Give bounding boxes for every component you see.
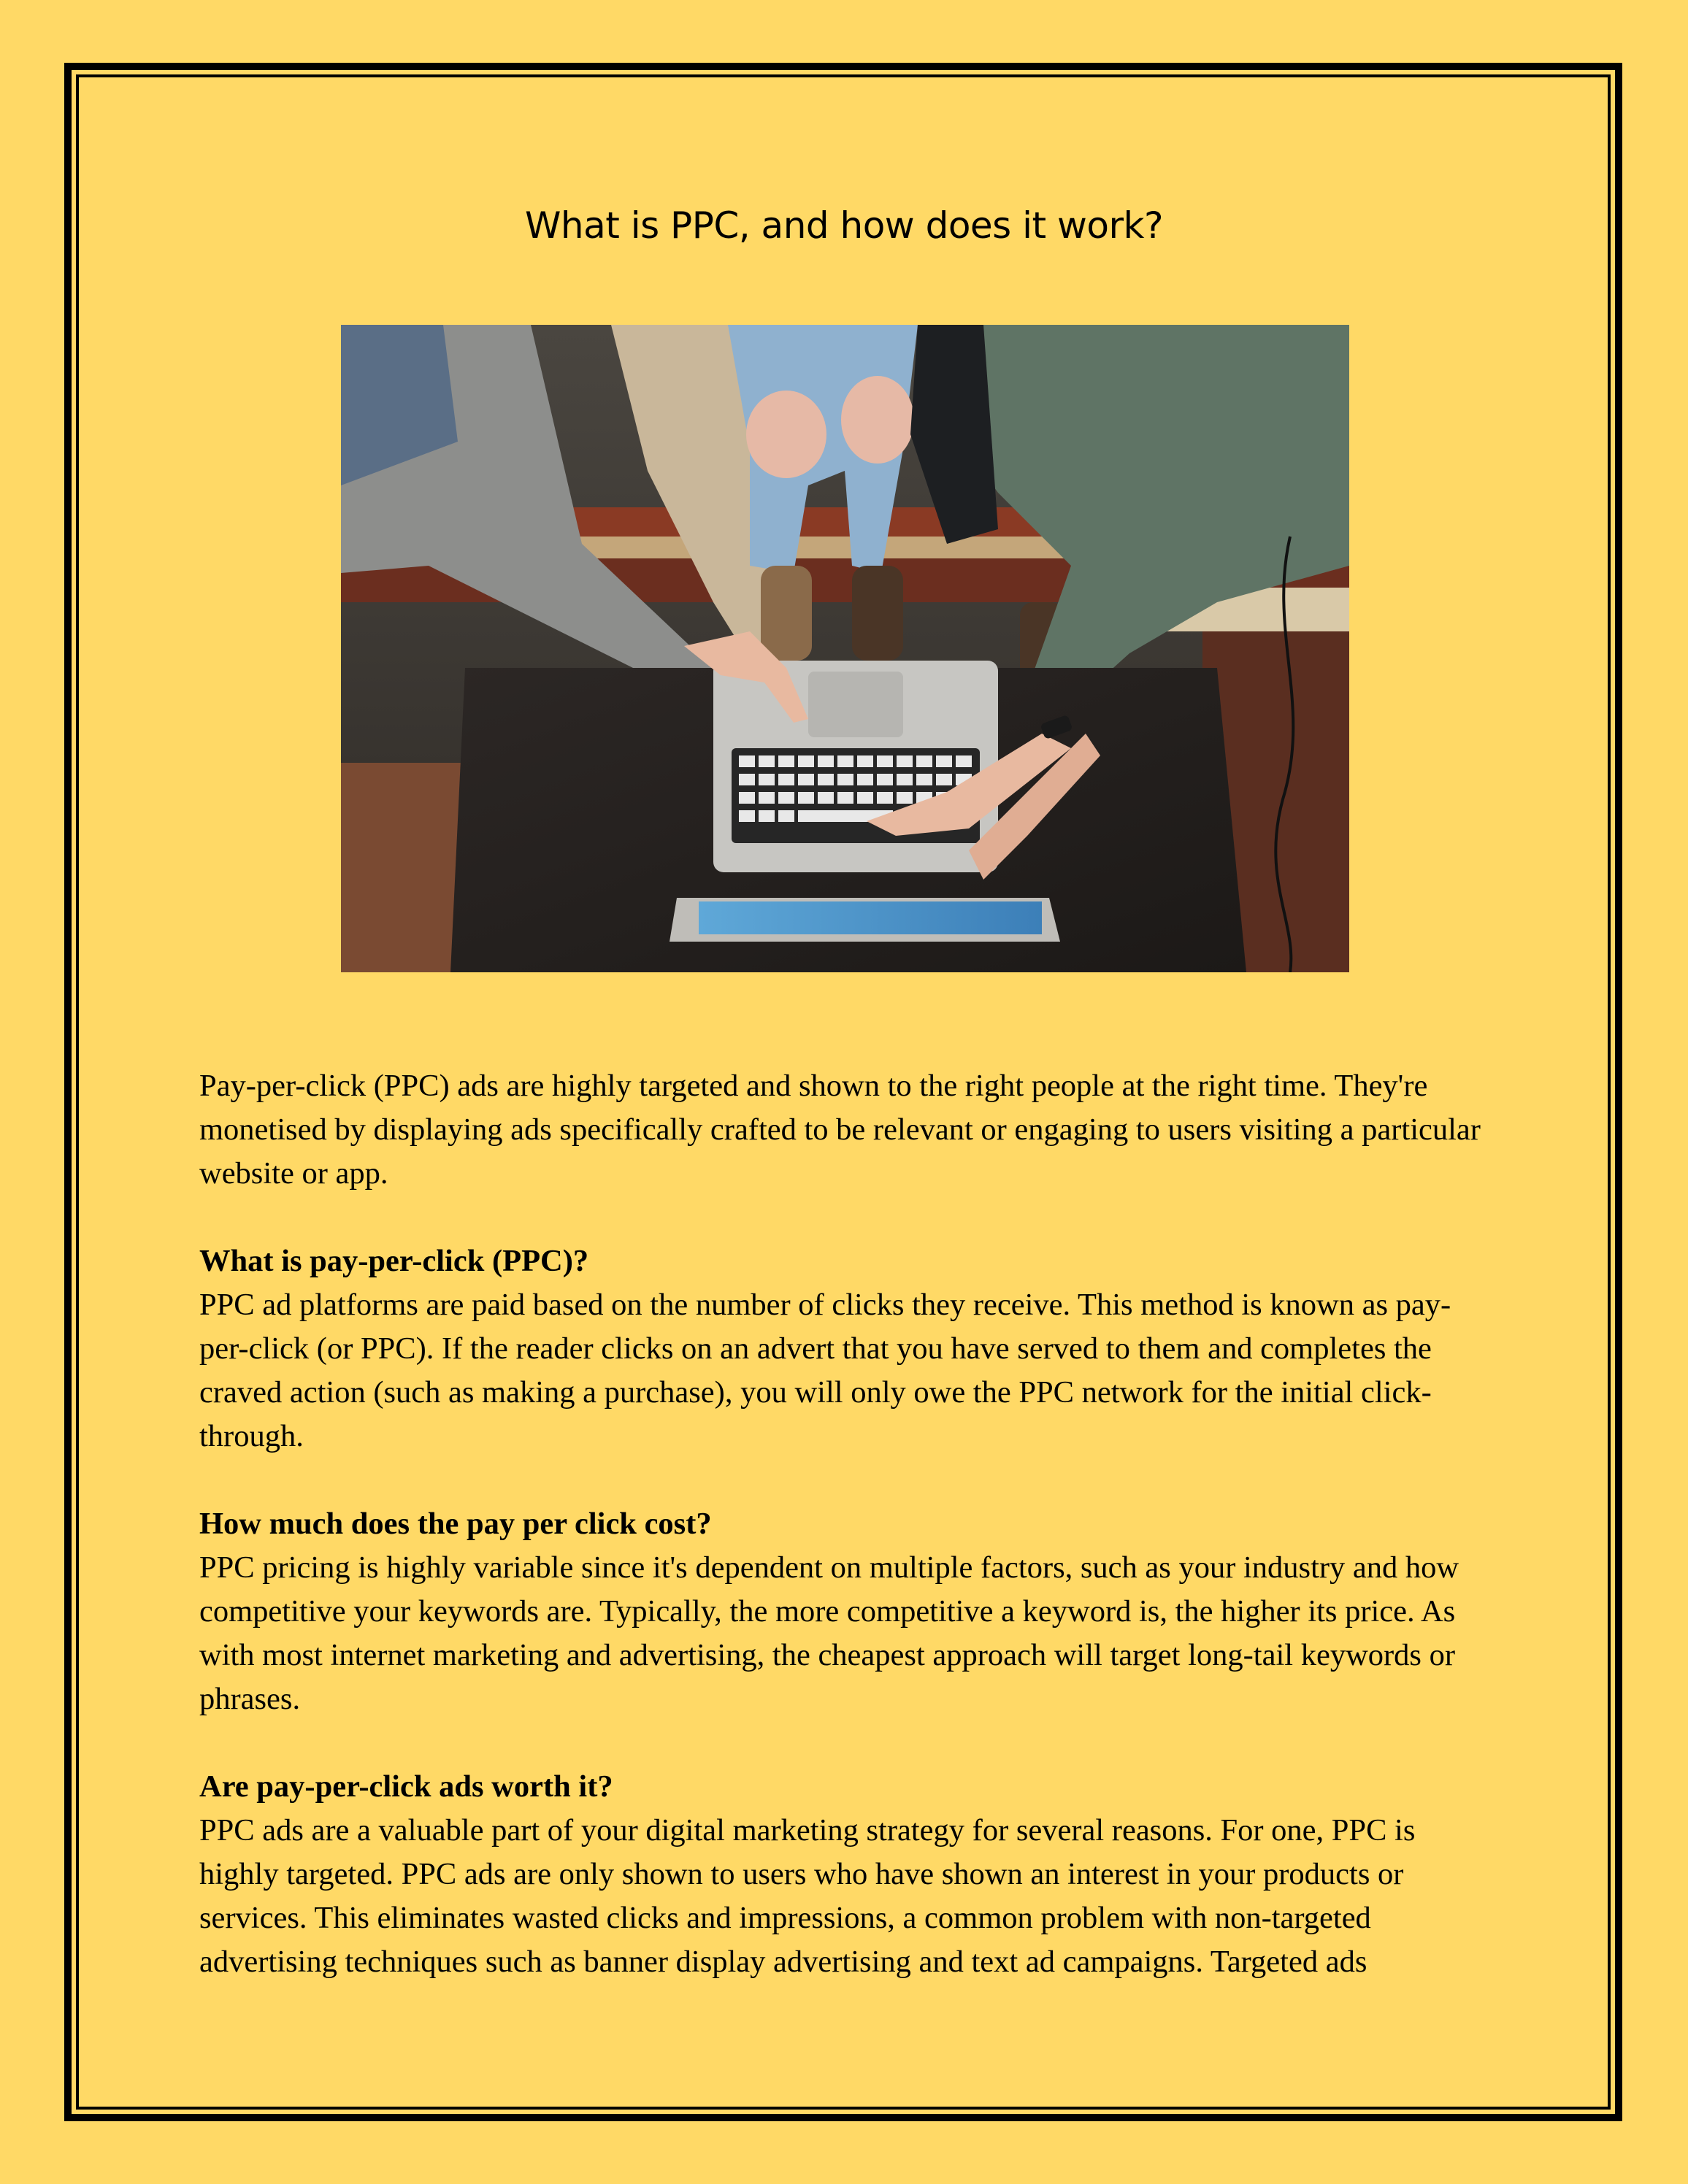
- section-ppc-cost: [199, 1502, 1499, 1721]
- intro-paragraph: Pay-per-click (PPC) ads are highly targeted and shown to the right people at the right time. They're monetised by displaying ads specifically crafted to be relevant or engaging to users visiting a particular website or app.: [199, 1069, 1481, 1191]
- page-title: What is PPC, and how does it work?: [524, 204, 1164, 247]
- hero-photo: [341, 325, 1349, 972]
- section-body: PPC ads are a valuable part of your digital marketing strategy for several reasons. For one, PPC is highly targeted. PPC ads are only shown to users who have shown an interest in your products or services. This eliminates wasted clicks and impressions, a common problem with non-targeted advertising techniques such as banner display advertising and text ad campaigns. Targeted ads: [199, 1813, 1416, 1979]
- people-pointing-at-laptop-illustration: [341, 325, 1349, 972]
- section-body: PPC pricing is highly variable since it's dependent on multiple factors, such as your industry and how competitive your keywords are. Typically, the more competitive a keyword is, the higher its price. As with most internet marketing and advertising, the cheapest approach will target long-tail keywords or phrases.: [199, 1550, 1459, 1716]
- section-heading: How much does the pay per click cost?: [199, 1507, 712, 1541]
- section-ppc-worth: [199, 1765, 1499, 1984]
- article-body: [199, 1064, 1499, 1984]
- section-heading: What is pay-per-click (PPC)?: [199, 1244, 589, 1278]
- section-what-is-ppc: [199, 1239, 1499, 1458]
- section-body: PPC ad platforms are paid based on the number of clicks they receive. This method is known as pay-per-click (or PPC). If the reader clicks on an advert that you have served to them and completes the craved action (such as making a purchase), you will only owe the PPC network for the initial click-through.: [199, 1288, 1451, 1453]
- section-heading: Are pay-per-click ads worth it?: [199, 1769, 613, 1804]
